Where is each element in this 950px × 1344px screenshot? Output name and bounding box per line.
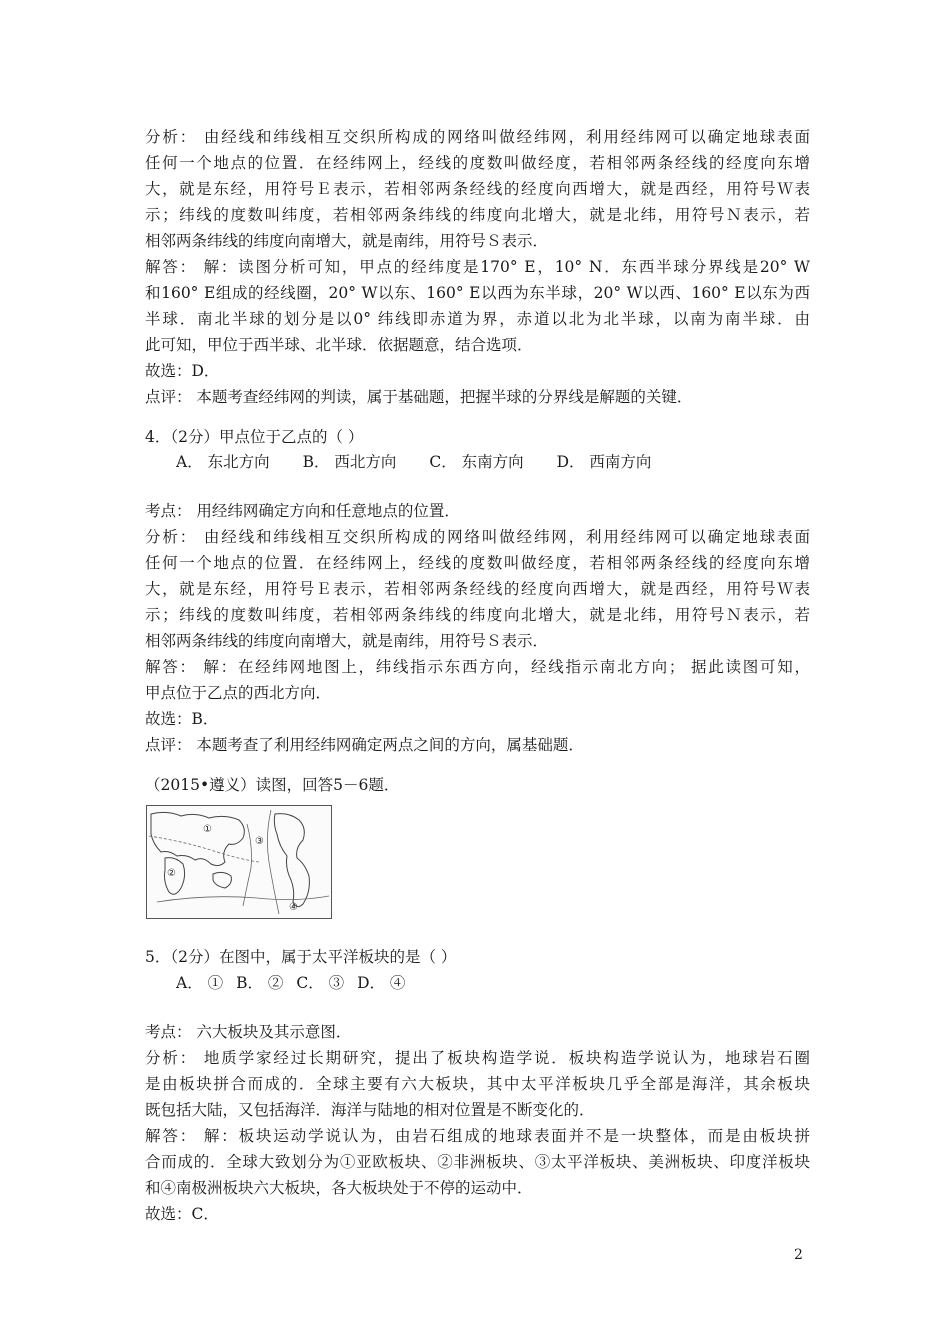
q3-analysis-line: 大，就是东经，用符号Ｅ表示，若相邻两条经线的经度向西增大，就是西经，用符号Ｗ表: [145, 180, 810, 198]
q4-analysis-line: 分析： 由经线和纬线相互交织所构成的网络叫做经纬网，利用经纬网可以确定地球表面: [145, 528, 810, 546]
q4-analysis-line: 相邻两条纬线的纬度向南增大，就是南纬，用符号Ｓ表示．: [145, 632, 549, 650]
q4-options: [176, 449, 796, 475]
q5-question: 5．（2分）在图中，属于太平洋板块的是（ ）: [145, 948, 457, 966]
q5-option-a: A． ①: [176, 974, 224, 992]
q5-option-d: D． ④: [357, 974, 406, 992]
q4-question: 4．（2分）甲点位于乙点的（ ）: [145, 428, 364, 446]
q5-analysis-line: 是由板块拼合而成的．全球主要有六大板块，其中太平洋板块几乎全部是海洋，其余板块: [145, 1075, 810, 1093]
q4-analysis-line: 任何一个地点的位置．在经纬网上，经线的度数叫做经度，若相邻两条经线的经度向东增: [145, 554, 810, 572]
q4-option-b: B． 西北方向: [302, 453, 397, 471]
q4-analysis-line: 示；纬线的度数叫纬度，若相邻两条纬线的纬度向北增大，就是北纬，用符号Ｎ表示，若: [145, 606, 810, 624]
q3-comment: 点评： 本题考查经纬网的判读，属于基础题，把握半球的分界线是解题的关键．: [145, 388, 693, 406]
plate-label-4: ④: [289, 902, 298, 913]
q4-option-d: D． 西南方向: [556, 453, 652, 471]
q4-comment: 点评： 本题考查了利用经纬网确定两点之间的方向，属基础题．: [145, 736, 584, 754]
q3-answer-line: 此可知，甲位于西半球、北半球．依据题意，结合选项．: [145, 336, 533, 354]
q3-analysis-line: 任何一个地点的位置．在经纬网上，经线的度数叫做经度，若相邻两条经线的经度向东增: [145, 154, 810, 172]
q4-analysis-line: 大，就是东经，用符号Ｅ表示，若相邻两条经线的经度向西增大，就是西经，用符号Ｗ表: [145, 580, 810, 598]
q3-answer-line: 解答： 解：读图分析可知，甲点的经纬度是170° E，10° N．东西半球分界线是20° W: [145, 258, 810, 276]
q5-6-intro: （2015•遵义）读图，回答5－6题．: [145, 776, 400, 794]
q5-options: [176, 970, 796, 996]
plate-label-3: ③: [255, 836, 264, 847]
q5-analysis-line: 既包括大陆，又包括海洋．海洋与陆地的相对位置是不断变化的．: [145, 1101, 595, 1119]
q4-kaodian: 考点： 用经纬网确定方向和任意地点的位置．: [145, 502, 460, 520]
q5-option-b: B． ②: [236, 974, 284, 992]
q3-choice: 故选：D．: [145, 362, 220, 380]
q3-answer-line: 和160° E组成的经线圈，20° W以东、160° E以西为东半球，20° W以西、160° E以东为西: [145, 284, 810, 302]
q3-analysis-line: 分析： 由经线和纬线相互交织所构成的网络叫做经纬网，利用经纬网可以确定地球表面: [145, 128, 810, 146]
q4-choice: 故选：B．: [145, 710, 219, 728]
q4-answer-line: 解答： 解：在经纬网地图上，纬线指示东西方向，经线指示南北方向； 据此读图可知，: [145, 658, 810, 676]
q5-answer-line: 合而成的．全球大致划分为①亚欧板块、②非洲板块、③太平洋板块、美洲板块、印度洋板块: [145, 1153, 810, 1171]
plate-label-1: ①: [203, 824, 212, 835]
q3-answer-line: 半球．南北半球的划分是以0° 纬线即赤道为界，赤道以北为北半球，以南为南半球．由: [145, 310, 810, 328]
q5-answer-line: 解答： 解：板块运动学说认为，由岩石组成的地球表面并不是一块整体，而是由板块拼: [145, 1127, 810, 1145]
q5-option-c: C． ③: [296, 974, 345, 992]
page-number: 2: [794, 1247, 803, 1263]
q3-analysis-line: 示；纬线的度数叫纬度，若相邻两条纬线的纬度向北增大，就是北纬，用符号Ｎ表示，若: [145, 206, 810, 224]
q4-answer-line: 甲点位于乙点的西北方向．: [145, 684, 332, 702]
q5-choice: 故选：C．: [145, 1205, 219, 1223]
plate-label-2: ②: [167, 868, 176, 879]
q5-kaodian: 考点： 六大板块及其示意图．: [145, 1023, 352, 1041]
plate-map-svg: [147, 806, 331, 918]
q4-option-c: C． 东南方向: [429, 453, 524, 471]
plate-map-figure: [146, 805, 332, 919]
q4-option-a: A． 东北方向: [176, 453, 270, 471]
q5-analysis-line: 分析： 地质学家经过长期研究，提出了板块构造学说．板块构造学说认为，地球岩石圈: [145, 1049, 810, 1067]
q3-analysis-line: 相邻两条纬线的纬度向南增大，就是南纬，用符号Ｓ表示．: [145, 232, 549, 250]
q5-answer-line: 和④南极洲板块六大板块，各大板块处于不停的运动中．: [145, 1179, 533, 1197]
